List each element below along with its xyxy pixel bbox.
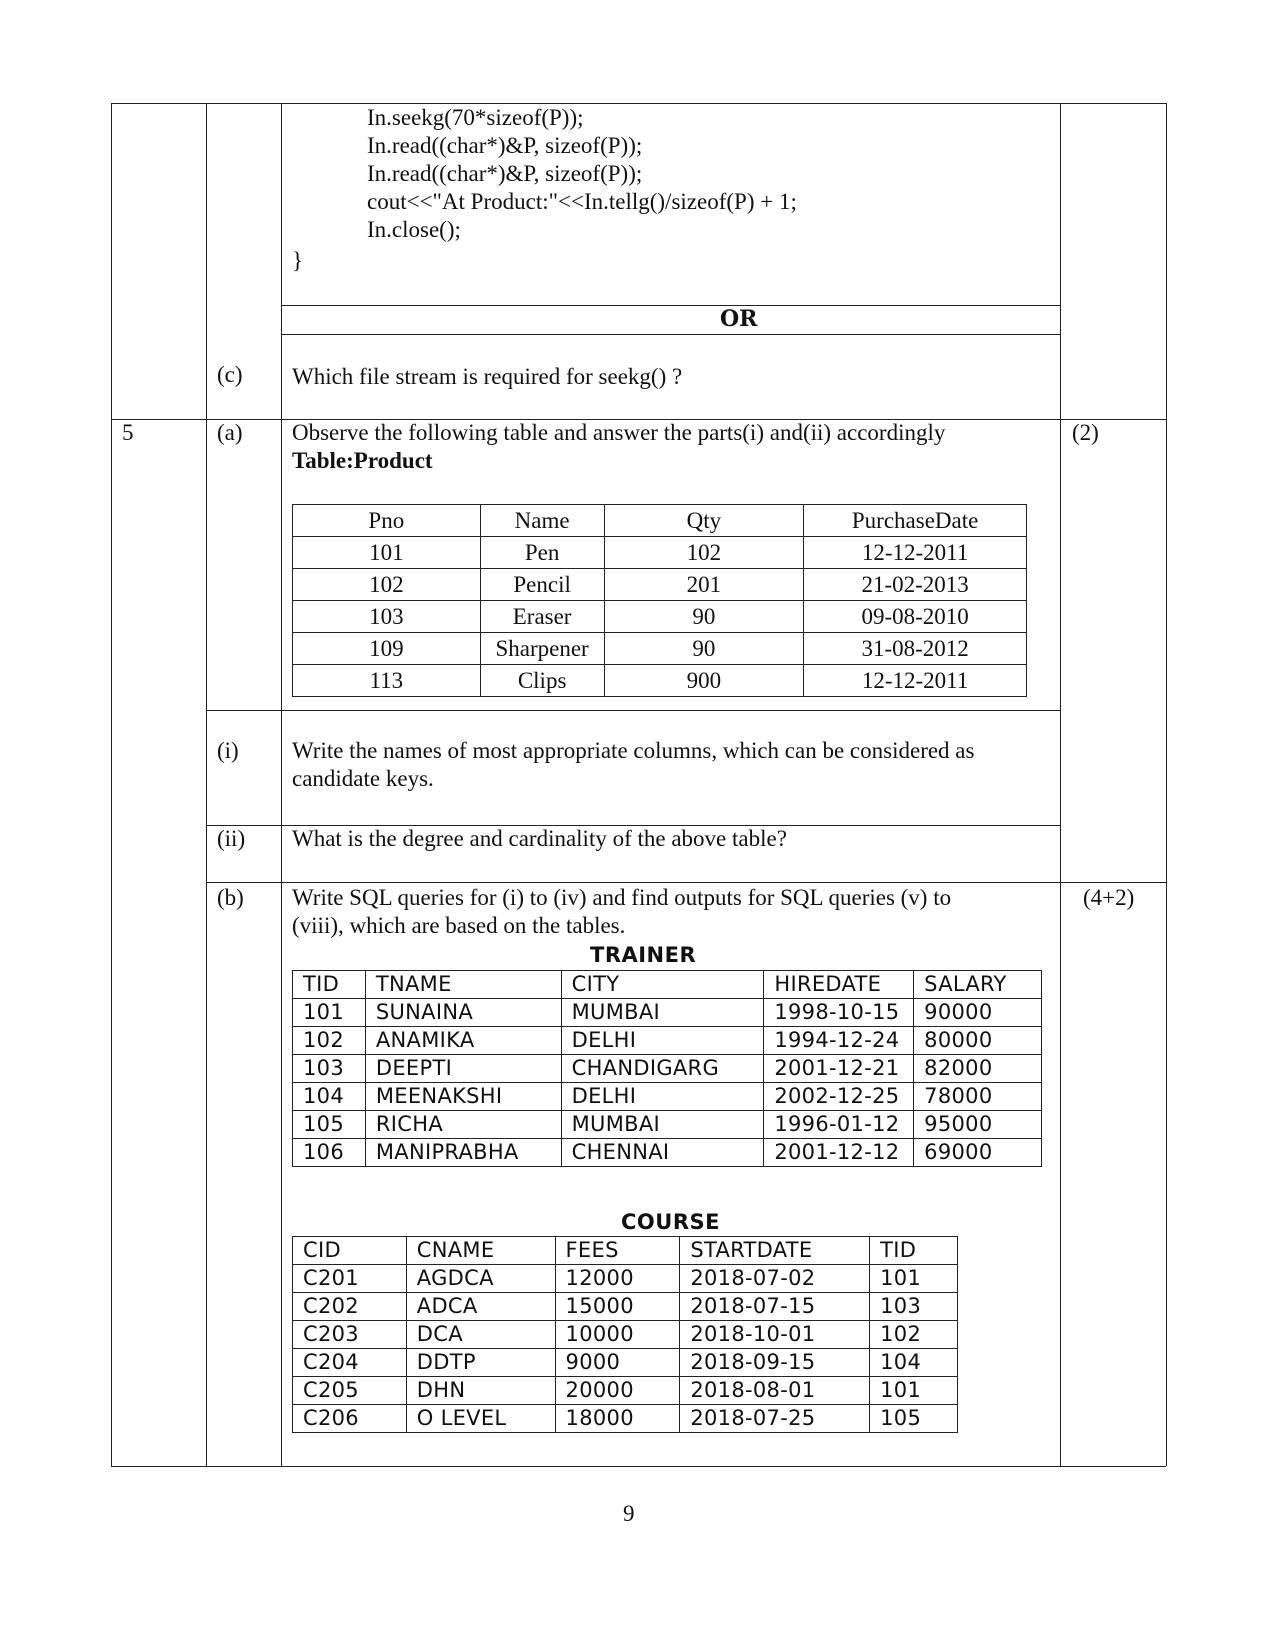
table-cell: 101 [870, 1265, 958, 1293]
table-cell: 106 [293, 1139, 366, 1167]
table-row [293, 1027, 1042, 1055]
table-cell: 12-12-2011 [804, 665, 1027, 697]
column-header: Qty [604, 505, 804, 537]
table-cell: C203 [293, 1321, 407, 1349]
table-cell: Eraser [480, 601, 604, 633]
code-line: cout<<"At Product:"<<In.tellg()/sizeof(P) + 1; [367, 189, 797, 214]
code-line: In.close(); [367, 217, 461, 242]
or-label: OR [720, 306, 758, 332]
table-cell: C204 [293, 1349, 407, 1377]
table-cell: Pencil [480, 569, 604, 601]
table-cell: 103 [293, 1055, 366, 1083]
table-cell: 101 [293, 999, 366, 1027]
table-cell: 2018-07-25 [680, 1405, 870, 1433]
q5a-i-part-label: (i) [217, 738, 239, 763]
table-row [293, 569, 1027, 601]
table-cell: 69000 [914, 1139, 1042, 1167]
table-cell: RICHA [365, 1111, 561, 1139]
page-number: 9 [623, 1501, 635, 1526]
column-header: Pno [293, 505, 481, 537]
table-cell: 900 [604, 665, 804, 697]
table-header-row [293, 1237, 958, 1265]
table-cell: DHN [406, 1377, 555, 1405]
q4c-question: Which file stream is required for seekg() ? [292, 364, 683, 389]
table-cell: 20000 [555, 1377, 680, 1405]
table-cell: 2018-07-02 [680, 1265, 870, 1293]
table-cell: 101 [293, 537, 481, 569]
table-cell: CHANDIGARG [561, 1055, 764, 1083]
q5b-instruction-line1: Write SQL queries for (i) to (iv) and find outputs for SQL queries (v) to [292, 885, 952, 910]
table-cell: C206 [293, 1405, 407, 1433]
table-cell: Sharpener [480, 633, 604, 665]
table-cell: 12-12-2011 [804, 537, 1027, 569]
table-cell: 1998-10-15 [764, 999, 914, 1027]
q4c-part-label: (c) [217, 362, 243, 387]
table-cell: 102 [604, 537, 804, 569]
table-cell: 102 [870, 1321, 958, 1349]
table-cell: Pen [480, 537, 604, 569]
code-closing-brace: } [292, 248, 304, 273]
table-cell: 95000 [914, 1111, 1042, 1139]
table-cell: 21-02-2013 [804, 569, 1027, 601]
table-cell: O LEVEL [406, 1405, 555, 1433]
q5a-table-label: Table:Product [292, 448, 433, 473]
table-cell: C201 [293, 1265, 407, 1293]
table-cell: 109 [293, 633, 481, 665]
table-cell: MANIPRABHA [365, 1139, 561, 1167]
table-cell: 2018-10-01 [680, 1321, 870, 1349]
column-header: TID [870, 1237, 958, 1265]
table-row [293, 999, 1042, 1027]
column-header: Name [480, 505, 604, 537]
column-header: CITY [561, 971, 764, 999]
code-line: In.read((char*)&P, sizeof(P)); [367, 133, 643, 158]
q5a-part-label: (a) [217, 420, 243, 445]
table-cell: 9000 [555, 1349, 680, 1377]
column-header: PurchaseDate [804, 505, 1027, 537]
q5a-i-question-line1: Write the names of most appropriate columns, which can be considered as [292, 738, 975, 763]
table-row [293, 633, 1027, 665]
table-cell: 15000 [555, 1293, 680, 1321]
table-cell: DELHI [561, 1027, 764, 1055]
course-table-title: COURSE [621, 1210, 720, 1234]
column-header: CNAME [406, 1237, 555, 1265]
column-header: CID [293, 1237, 407, 1265]
table-cell: AGDCA [406, 1265, 555, 1293]
table-cell: 18000 [555, 1405, 680, 1433]
column-header: SALARY [914, 971, 1042, 999]
table-cell: 102 [293, 1027, 366, 1055]
table-cell: 78000 [914, 1083, 1042, 1111]
trainer-table [292, 970, 1042, 1167]
table-row [293, 1111, 1042, 1139]
table-cell: SUNAINA [365, 999, 561, 1027]
table-cell: 105 [870, 1405, 958, 1433]
table-cell: 90000 [914, 999, 1042, 1027]
table-cell: 2001-12-21 [764, 1055, 914, 1083]
code-line: In.read((char*)&P, sizeof(P)); [367, 161, 643, 186]
table-cell: 1994-12-24 [764, 1027, 914, 1055]
table-row [293, 1405, 958, 1433]
q5a-marks: (2) [1072, 420, 1099, 445]
table-cell: 102 [293, 569, 481, 601]
table-row [293, 665, 1027, 697]
table-cell: 2018-07-15 [680, 1293, 870, 1321]
course-table [292, 1236, 958, 1433]
table-row [293, 1293, 958, 1321]
table-cell: DDTP [406, 1349, 555, 1377]
table-cell: 103 [293, 601, 481, 633]
table-cell: ADCA [406, 1293, 555, 1321]
table-cell: MUMBAI [561, 1111, 764, 1139]
table-cell: 201 [604, 569, 804, 601]
table-cell: ANAMIKA [365, 1027, 561, 1055]
q5a-ii-part-label: (ii) [217, 826, 246, 851]
table-cell: MUMBAI [561, 999, 764, 1027]
q5a-i-question-line2: candidate keys. [292, 766, 434, 791]
table-cell: DEEPTI [365, 1055, 561, 1083]
q5b-part-label: (b) [217, 885, 244, 910]
table-cell: 2018-08-01 [680, 1377, 870, 1405]
question-number: 5 [122, 420, 134, 445]
table-cell: 80000 [914, 1027, 1042, 1055]
table-cell: C205 [293, 1377, 407, 1405]
table-cell: 103 [870, 1293, 958, 1321]
table-cell: C202 [293, 1293, 407, 1321]
column-header: TNAME [365, 971, 561, 999]
table-row [293, 601, 1027, 633]
q5a-instruction: Observe the following table and answer the parts(i) and(ii) accordingly [292, 420, 946, 445]
table-row [293, 537, 1027, 569]
column-header: HIREDATE [764, 971, 914, 999]
q5b-marks: (4+2) [1083, 885, 1135, 910]
table-row [293, 1321, 958, 1349]
table-cell: 104 [293, 1083, 366, 1111]
table-row [293, 1265, 958, 1293]
table-row [293, 1377, 958, 1405]
table-cell: MEENAKSHI [365, 1083, 561, 1111]
code-line: In.seekg(70*sizeof(P)); [367, 105, 584, 130]
table-row [293, 1139, 1042, 1167]
table-header-row [293, 971, 1042, 999]
table-row [293, 1055, 1042, 1083]
code-block [367, 104, 797, 244]
table-cell: 90 [604, 601, 804, 633]
table-cell: 12000 [555, 1265, 680, 1293]
table-cell: 1996-01-12 [764, 1111, 914, 1139]
table-row [293, 1349, 958, 1377]
table-cell: 90 [604, 633, 804, 665]
table-cell: 105 [293, 1111, 366, 1139]
table-cell: 2001-12-12 [764, 1139, 914, 1167]
q5b-instruction-line2: (viii), which are based on the tables. [292, 913, 626, 938]
table-cell: DCA [406, 1321, 555, 1349]
table-cell: 2018-09-15 [680, 1349, 870, 1377]
table-cell: 104 [870, 1349, 958, 1377]
q5a-ii-question: What is the degree and cardinality of the above table? [292, 826, 787, 851]
product-table [292, 504, 1027, 697]
table-cell: DELHI [561, 1083, 764, 1111]
column-header: STARTDATE [680, 1237, 870, 1265]
table-cell: CHENNAI [561, 1139, 764, 1167]
table-cell: 101 [870, 1377, 958, 1405]
table-cell: 113 [293, 665, 481, 697]
column-header: TID [293, 971, 366, 999]
column-header: FEES [555, 1237, 680, 1265]
table-row [293, 1083, 1042, 1111]
trainer-table-title: TRAINER [590, 943, 697, 967]
table-cell: 82000 [914, 1055, 1042, 1083]
table-cell: Clips [480, 665, 604, 697]
table-cell: 10000 [555, 1321, 680, 1349]
table-header-row [293, 505, 1027, 537]
table-cell: 2002-12-25 [764, 1083, 914, 1111]
table-cell: 09-08-2010 [804, 601, 1027, 633]
table-cell: 31-08-2012 [804, 633, 1027, 665]
